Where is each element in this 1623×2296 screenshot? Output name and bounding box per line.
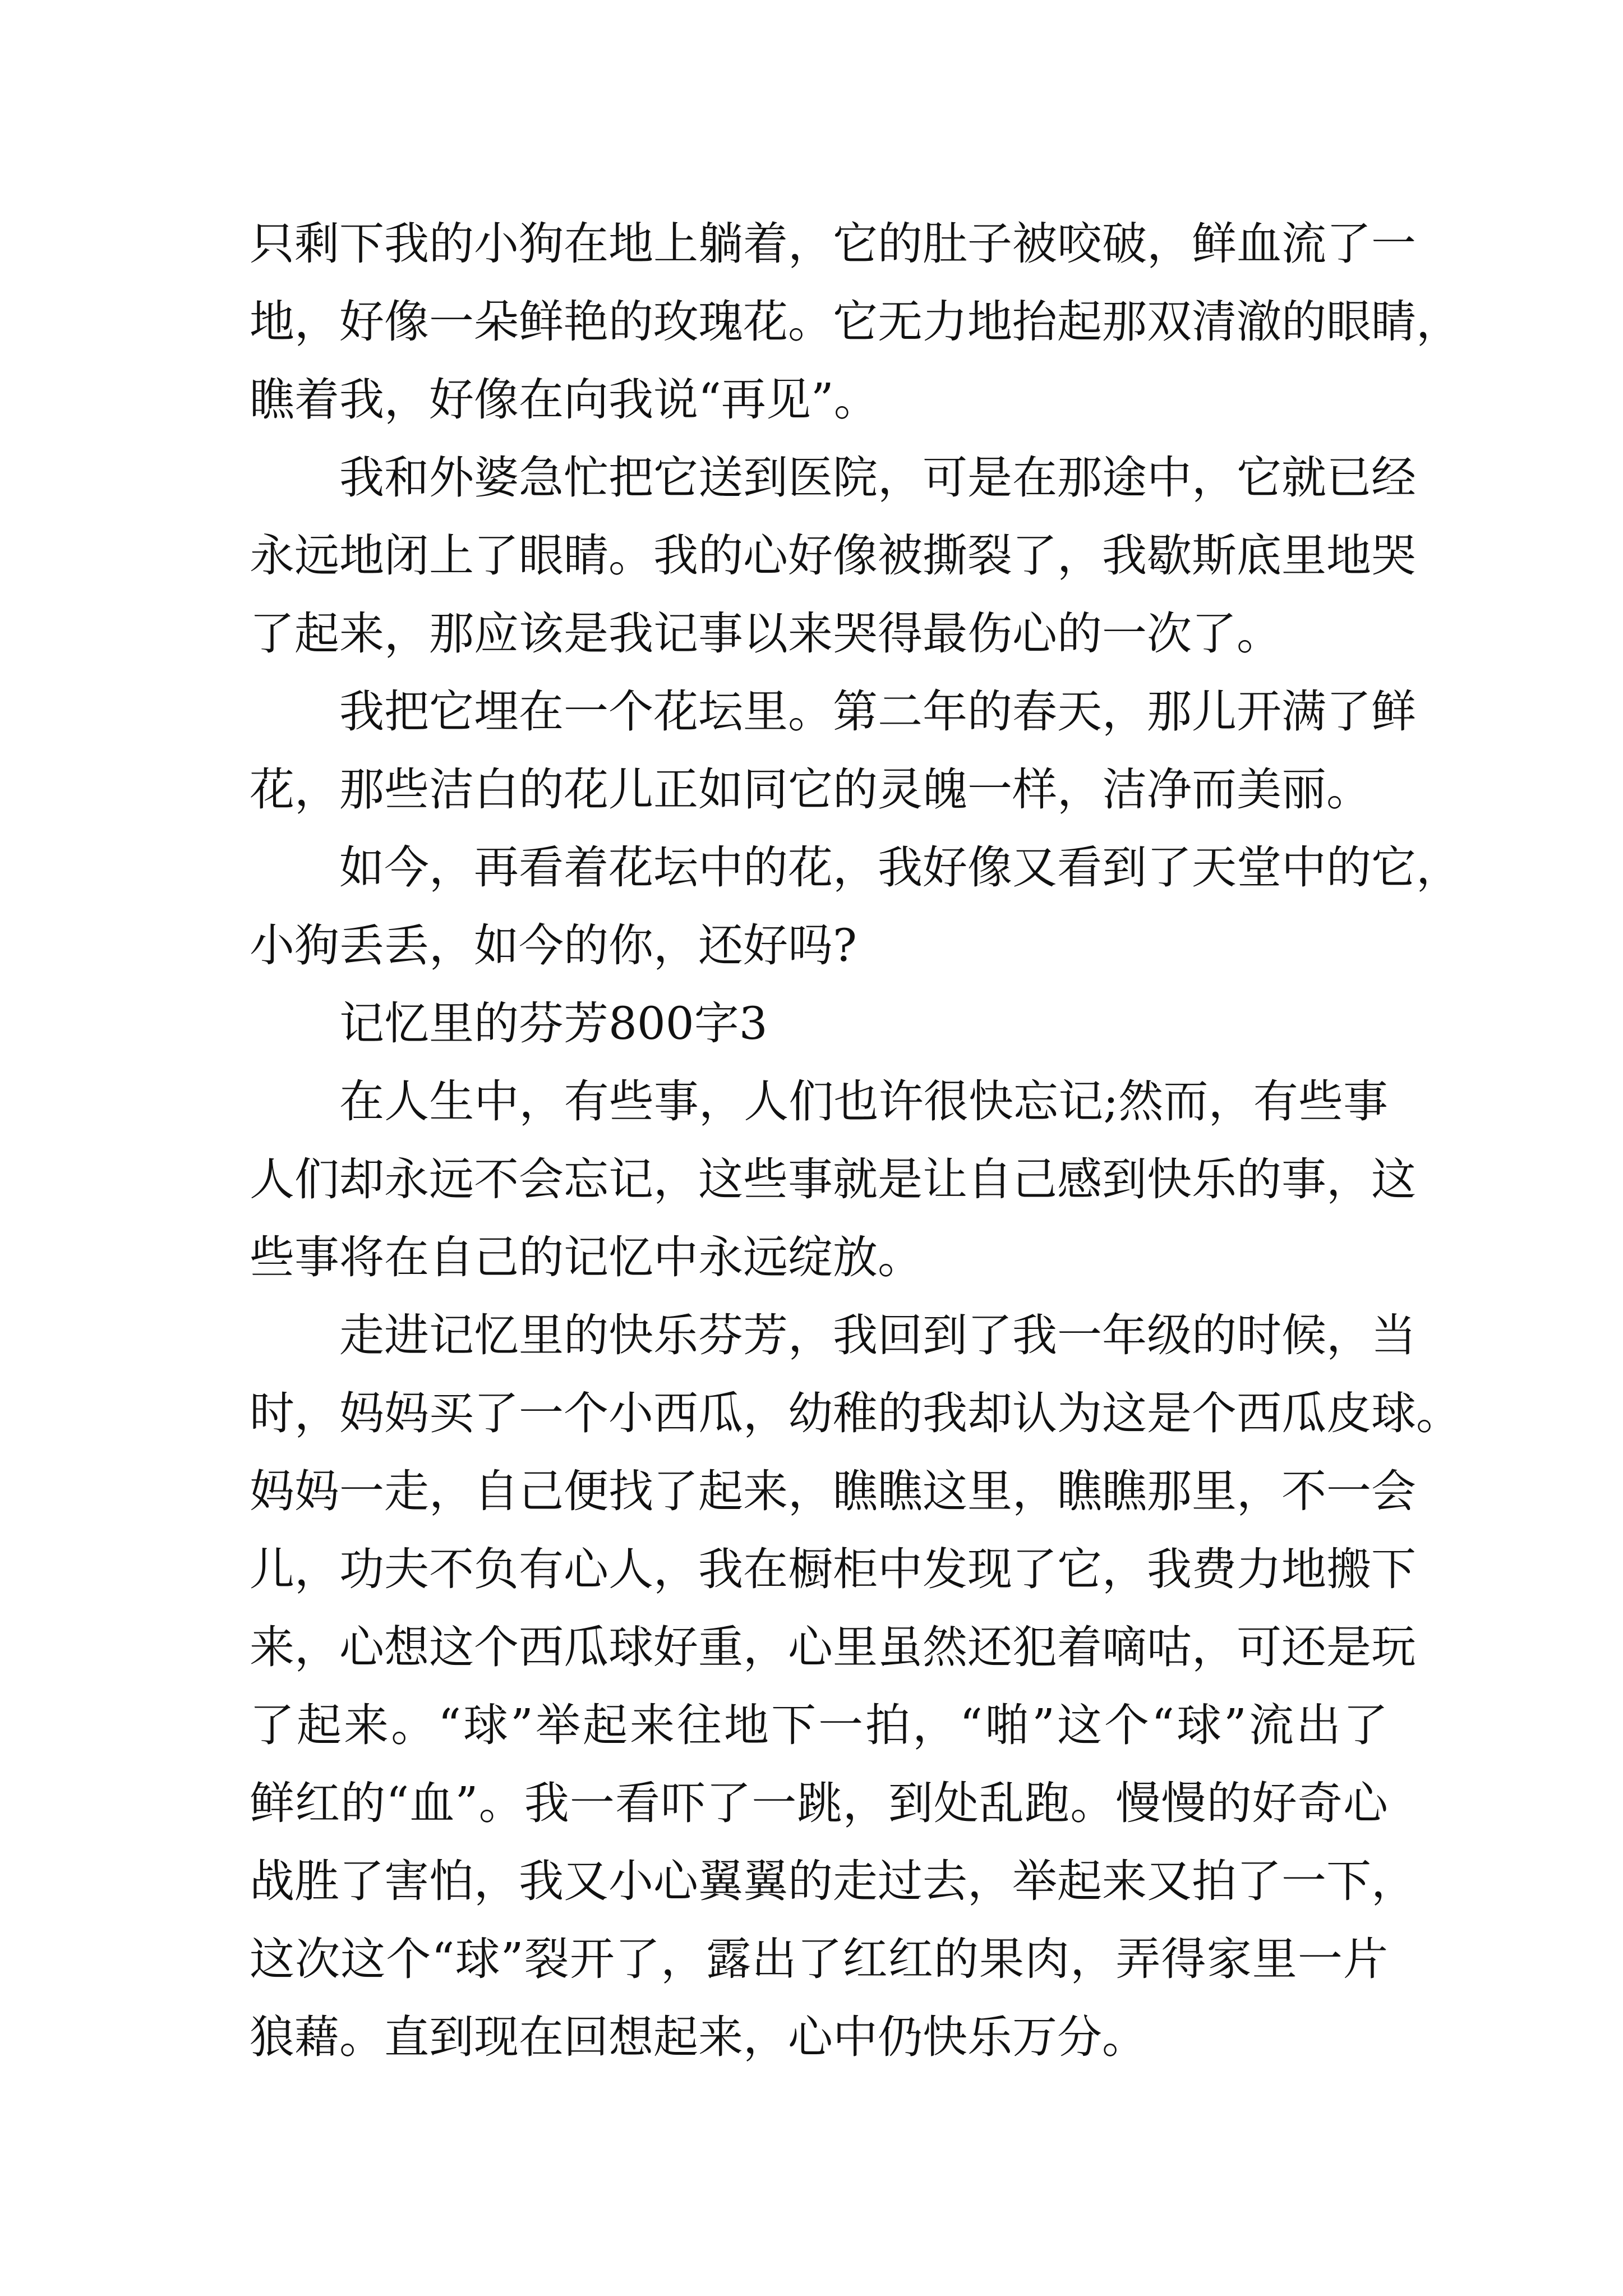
section-heading: 记忆里的芬芳800字3 — [339, 997, 768, 1050]
text-line: 花，那些洁白的花儿正如同它的灵魄一样，洁净而美丽。 — [250, 763, 1371, 816]
text-line: 些事将在自己的记忆中永远绽放。 — [250, 1231, 923, 1283]
text-line: 了起来，那应该是我记事以来哭得最伤心的一次了。 — [250, 608, 1281, 660]
paragraph-first-line: 我把它埋在一个花坛里。第二年的春天，那儿开满了鲜 — [339, 685, 1416, 738]
text-line: 永远地闭上了眼睛。我的心好像被撕裂了，我歇斯底里地哭 — [250, 530, 1416, 582]
text-line: 儿，功夫不负有心人，我在橱柜中发现了它，我费力地搬下 — [250, 1543, 1416, 1595]
text-line: 鲜红的“血”。我一看吓了一跳，到处乱跑。慢慢的好奇心 — [250, 1777, 1388, 1829]
paragraph-first-line: 如今，再看着花坛中的花，我好像又看到了天堂中的它， — [339, 841, 1461, 894]
text-line: 狼藉。直到现在回想起来，心中仍快乐万分。 — [250, 2011, 1147, 2063]
text-line: 只剩下我的小狗在地上躺着，它的肚子被咬破，鲜血流了一 — [250, 218, 1416, 270]
text-line: 这次这个“球”裂开了，露出了红红的果肉，弄得家里一片 — [250, 1933, 1388, 1985]
text-line: 了起来。“球”举起来往地下一拍，“啪”这个“球”流出了 — [250, 1699, 1388, 1751]
paragraph-first-line: 在人生中，有些事，人们也许很快忘记;然而，有些事 — [339, 1075, 1388, 1128]
paragraph-first-line: 我和外婆急忙把它送到医院，可是在那途中，它就已经 — [339, 452, 1416, 504]
text-line: 妈妈一走，自己便找了起来，瞧瞧这里，瞧瞧那里，不一会 — [250, 1465, 1416, 1517]
text-line: 来，心想这个西瓜球好重，心里虽然还犯着嘀咕，可还是玩 — [250, 1621, 1416, 1673]
text-line: 时，妈妈买了一个小西瓜，幼稚的我却认为这是个西瓜皮球。 — [250, 1387, 1461, 1439]
document-body — [250, 205, 1461, 2076]
text-line: 小狗丢丢，如今的你，还好吗? — [250, 919, 857, 972]
text-line: 战胜了害怕，我又小心翼翼的走过去，举起来又拍了一下， — [250, 1855, 1416, 1907]
text-line: 瞧着我，好像在向我说“再见”。 — [250, 374, 879, 426]
text-line: 地，好像一朵鲜艳的玫瑰花。它无力地抬起那双清澈的眼睛， — [250, 296, 1461, 348]
text-line: 人们却永远不会忘记，这些事就是让自己感到快乐的事，这 — [250, 1153, 1416, 1205]
paragraph-first-line: 走进记忆里的快乐芬芳，我回到了我一年级的时候，当 — [339, 1309, 1416, 1361]
